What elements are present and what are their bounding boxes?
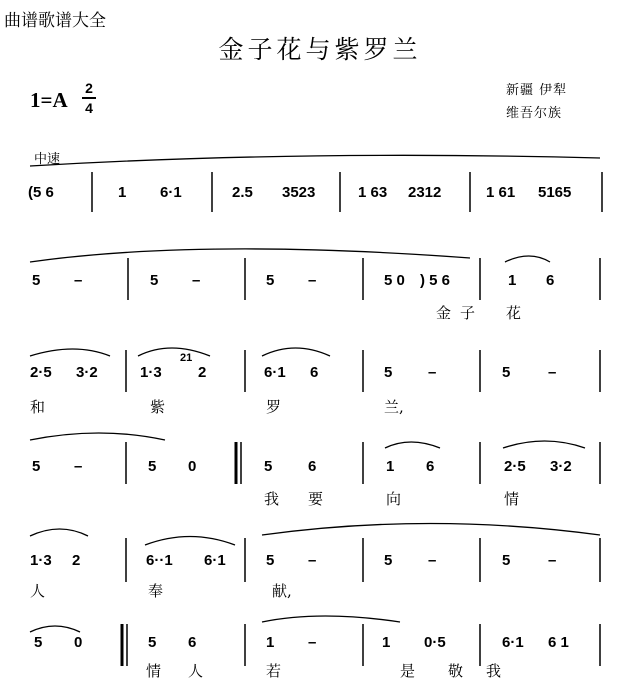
lyric: 向 [386, 490, 402, 508]
lyric: 人 [30, 582, 46, 600]
note: 5 [32, 272, 41, 289]
lyric: 要 [308, 490, 324, 508]
note: 2.5 [232, 184, 253, 201]
note: – [548, 364, 557, 381]
note: 1 [386, 458, 395, 475]
note: – [308, 552, 317, 569]
note: 5 [32, 458, 41, 475]
song-title: 金子花与紫罗兰 [218, 35, 422, 64]
note: ) 5 6 [420, 272, 451, 289]
note: 5 [266, 552, 275, 569]
note: 2312 [408, 184, 442, 201]
grace-note: 21 [180, 352, 193, 364]
lyric: 兰, [384, 398, 404, 416]
time-signature-bottom: 4 [85, 100, 93, 116]
lyric: 罗 [266, 398, 282, 416]
lyric: 金 [436, 304, 452, 322]
note: 0 [188, 458, 197, 475]
note: 1 [382, 634, 391, 651]
note: 5165 [538, 184, 572, 201]
note: 2 [198, 364, 207, 381]
note: 6 [188, 634, 197, 651]
note: 0 [74, 634, 83, 651]
note: 5 [34, 634, 43, 651]
lyric: 情 [504, 490, 520, 508]
note: 1 [508, 272, 517, 289]
note: (5 6 [28, 184, 54, 201]
lyric: 若 [266, 662, 282, 680]
note: 5 [384, 552, 393, 569]
note: 6 [426, 458, 435, 475]
note: 5 [264, 458, 273, 475]
note: 5 [502, 552, 511, 569]
note: 6·1 [502, 634, 524, 651]
note: – [308, 634, 317, 651]
note: 6 [546, 272, 555, 289]
site-name: 曲谱歌谱大全 [4, 11, 106, 31]
time-signature-top: 2 [85, 80, 93, 96]
note: 1 63 [358, 184, 388, 201]
lyric: 敬 [448, 662, 464, 680]
note: 6 [310, 364, 319, 381]
note: – [192, 272, 201, 289]
note: – [428, 364, 437, 381]
lyric: 和 [30, 398, 46, 416]
note: 3·2 [76, 364, 98, 381]
note: 1·3 [30, 552, 52, 569]
note: 0·5 [424, 634, 446, 651]
note: 2 [72, 552, 81, 569]
credit-region: 新疆 伊犁 [506, 83, 568, 98]
key-signature: 1=A [30, 88, 68, 112]
credit-ethnicity: 维吾尔族 [506, 106, 563, 121]
note: 5 [384, 364, 393, 381]
note: – [428, 552, 437, 569]
note: 5 [150, 272, 159, 289]
note: – [548, 552, 557, 569]
lyric: 我 [264, 490, 280, 508]
lyric: 奉 [148, 582, 164, 600]
note: 5 0 [384, 272, 405, 289]
note: 6·1 [204, 552, 226, 569]
note: 1 [266, 634, 275, 651]
tempo-marking: 中速 [34, 152, 61, 167]
lyric: 是 [400, 662, 416, 680]
note: 6·1 [160, 184, 182, 201]
note: 1 [118, 184, 127, 201]
note: 6 1 [548, 634, 569, 651]
note: 3·2 [550, 458, 572, 475]
note: 6 [308, 458, 317, 475]
lyric: 我 [486, 662, 502, 680]
note: 5 [266, 272, 275, 289]
note: 6·1 [264, 364, 286, 381]
note: 5 [502, 364, 511, 381]
note: 1·3 [140, 364, 162, 381]
note: 3523 [282, 184, 316, 201]
note: – [74, 458, 83, 475]
lyric: 花 [506, 304, 522, 322]
note: 2·5 [30, 364, 52, 381]
lyric: 献, [272, 582, 292, 600]
note: 2·5 [504, 458, 526, 475]
note: 1 61 [486, 184, 516, 201]
lyric: 子 [460, 304, 476, 322]
note: – [308, 272, 317, 289]
note: 6··1 [146, 552, 173, 569]
lyric: 人 [188, 662, 204, 680]
note: – [74, 272, 83, 289]
lyric: 情 [146, 662, 162, 680]
note: 5 [148, 458, 157, 475]
lyric: 紫 [150, 398, 166, 416]
note: 5 [148, 634, 157, 651]
